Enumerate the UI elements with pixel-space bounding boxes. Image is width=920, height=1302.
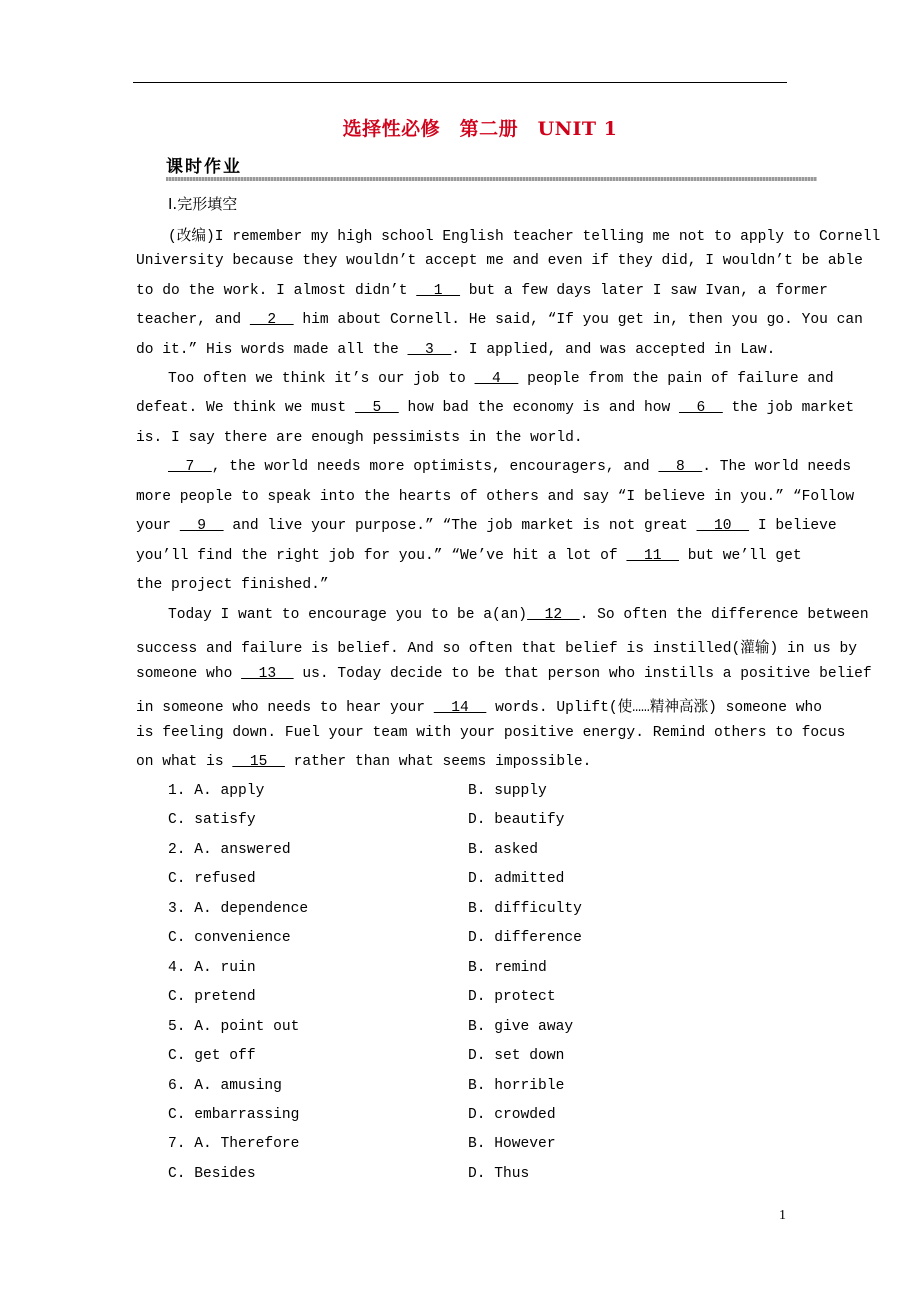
blank-10: 10	[696, 518, 750, 534]
blank-15: 15	[232, 754, 285, 770]
passage-line: more people to speak into the hearts of others and say “I believe in you.” “Follow	[136, 489, 855, 505]
option-item: 1. A. apply	[168, 783, 265, 799]
option-item: D. beautify	[468, 812, 565, 829]
blank-11: 11	[626, 548, 679, 564]
passage-line: the project finished.”	[136, 577, 329, 593]
page-title: 选择性必修 第二册 UNIT 1	[342, 118, 618, 140]
option-item: 5. A. point out	[168, 1018, 300, 1035]
part-heading: Ⅰ.完形填空	[168, 195, 238, 213]
option-item: C. pretend	[168, 989, 256, 1006]
section-heading: 课时作业	[166, 157, 242, 177]
passage-line: Too often we think it’s our job to 4 people from the pain of failure and	[168, 371, 834, 387]
option-item: C. get off	[168, 1048, 256, 1065]
passage-line: defeat. We think we must 5 how bad the economy is and how 6 the job market	[136, 400, 855, 416]
option-item: C. convenience	[168, 930, 291, 947]
option-item: 2. A. answered	[168, 841, 291, 858]
option-item: D. admitted	[468, 871, 565, 888]
passage-line: you’ll find the right job for you.” “We’ve hit a lot of 11 but we’ll get	[136, 548, 802, 564]
blank-9: 9	[179, 518, 224, 534]
passage-line: is. I say there are enough pessimists in the world.	[136, 430, 583, 446]
section-rule	[166, 177, 817, 181]
page-number: 1	[779, 1208, 786, 1223]
passage-line: Today I want to encourage you to be a(an) 12 . So often the difference between	[168, 607, 869, 623]
option-item: C. refused	[168, 871, 256, 888]
option-item: B. asked	[468, 841, 539, 858]
blank-12: 12	[527, 607, 580, 623]
blank-4: 4	[474, 371, 519, 387]
top-rule	[133, 82, 787, 83]
blank-1: 1	[416, 283, 461, 299]
option-item: B. However	[468, 1136, 556, 1153]
blank-13: 13	[241, 666, 294, 682]
passage-line: University because they wouldn’t accept me and even if they did, I wouldn’t be able	[136, 253, 863, 269]
passage-line: success and failure is belief. And so often that belief is instilled(灌输) in us by	[136, 641, 858, 657]
option-item: B. supply	[468, 783, 547, 799]
option-item: B. horrible	[468, 1077, 565, 1094]
blank-6: 6	[679, 400, 723, 416]
option-item: B. give away	[468, 1018, 574, 1035]
passage-line: your 9 and live your purpose.” “The job market is not great 10 I believe	[136, 518, 837, 534]
passage-line: do it.” His words made all the 3 . I applied, and was accepted in Law.	[136, 342, 776, 358]
blank-2: 2	[249, 312, 294, 328]
passage-line: on what is 15 rather than what seems impossible.	[136, 754, 592, 770]
blank-14: 14	[433, 700, 487, 716]
option-item: 3. A. dependence	[168, 900, 309, 917]
option-item: C. Besides	[168, 1165, 256, 1182]
option-item: B. difficulty	[468, 900, 582, 917]
passage-line: is feeling down. Fuel your team with your positive energy. Remind others to focus	[136, 725, 846, 741]
option-item: D. set down	[468, 1048, 565, 1065]
option-item: D. protect	[468, 989, 556, 1006]
option-item: 7. A. Therefore	[168, 1136, 300, 1153]
option-item: D. Thus	[468, 1165, 530, 1182]
passage-line: someone who 13 us. Today decide to be that person who instills a positive belief	[136, 666, 872, 682]
passage-line: (改编)I remember my high school English teacher telling me not to apply to Cornell	[168, 229, 881, 245]
passage-line: in someone who needs to hear your 14 words. Uplift(使……精神高涨) someone who	[136, 700, 823, 716]
option-item: B. remind	[468, 959, 547, 976]
option-item: D. crowded	[468, 1106, 556, 1123]
passage-line: teacher, and 2 him about Cornell. He said, “If you get in, then you go. You can	[136, 312, 863, 328]
blank-7: 7	[168, 459, 212, 475]
passage-line: to do the work. I almost didn’t 1 but a few days later I saw Ivan, a former	[136, 283, 828, 299]
blank-5: 5	[354, 400, 399, 416]
option-item: 4. A. ruin	[168, 959, 256, 976]
blank-3: 3	[407, 342, 452, 358]
option-item: C. embarrassing	[168, 1106, 300, 1123]
option-item: C. satisfy	[168, 812, 256, 829]
blank-8: 8	[658, 459, 703, 475]
option-item: D. difference	[468, 930, 582, 947]
option-item: 6. A. amusing	[168, 1077, 282, 1094]
passage-line: 7 , the world needs more optimists, encouragers, and 8 . The world needs	[168, 459, 852, 475]
